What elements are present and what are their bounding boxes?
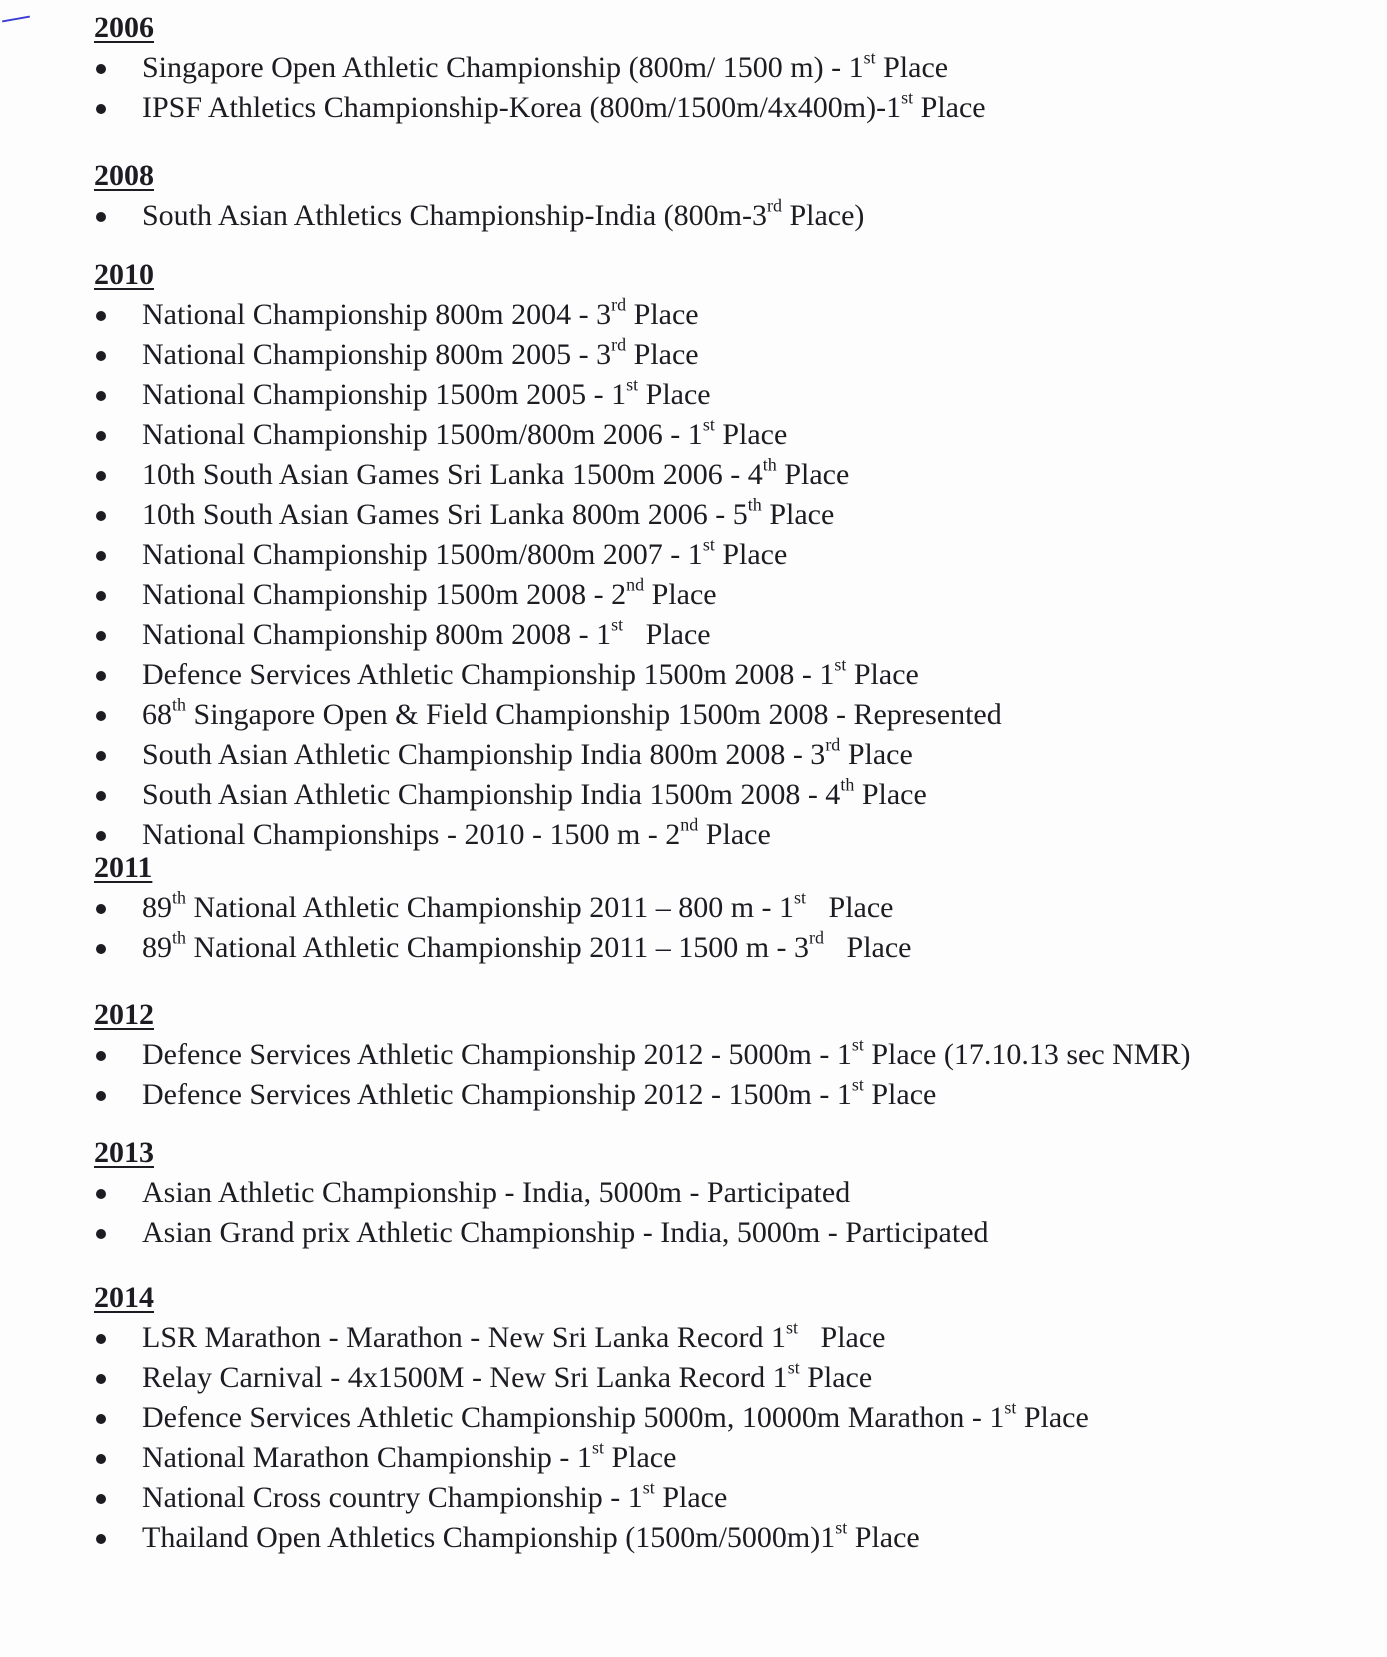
year-section xyxy=(94,1280,1354,1558)
achievement-text: National Championship 1500m 2008 - 2 xyxy=(142,578,627,611)
achievement-text: Asian Athletic Championship - India, 5000m - Participated xyxy=(142,1176,851,1209)
achievement-item xyxy=(94,695,1354,735)
ordinal-suffix: st xyxy=(786,1317,799,1338)
year-heading: 2008 xyxy=(94,159,154,192)
achievement-item xyxy=(94,495,1354,535)
achievement-text: Relay Carnival - 4x1500M - New Sri Lanka Record 1 xyxy=(142,1361,788,1394)
achievement-text: 89 xyxy=(142,891,172,924)
achievement-text: 10th South Asian Games Sri Lanka 1500m 2006 - 4 xyxy=(142,458,763,491)
ordinal-suffix: st xyxy=(642,1477,655,1498)
achievement-item xyxy=(94,1518,1354,1558)
achievement-item xyxy=(94,455,1354,495)
achievement-item xyxy=(94,1173,1354,1213)
achievement-text: Place (17.10.13 sec NMR) xyxy=(863,1038,1191,1071)
achievement-list xyxy=(94,888,1354,968)
achievement-item xyxy=(94,815,1354,855)
ordinal-suffix: st xyxy=(702,414,715,435)
achievement-item xyxy=(94,735,1354,775)
bullet-icon xyxy=(96,1334,106,1344)
achievement-list xyxy=(94,196,1354,236)
year-section xyxy=(94,10,1354,128)
year-heading: 2010 xyxy=(94,258,154,291)
achievement-list xyxy=(94,1318,1354,1558)
year-section xyxy=(94,257,1354,855)
achievement-text: National Championship 800m 2005 - 3 xyxy=(142,338,612,371)
achievement-text: South Asian Athletic Championship India 1500m 2008 - 4 xyxy=(142,778,841,811)
achievement-text: Place xyxy=(623,618,711,651)
achievement-item xyxy=(94,535,1354,575)
bullet-icon xyxy=(96,1374,106,1384)
achievement-text: LSR Marathon - Marathon - New Sri Lanka Record 1 xyxy=(142,1321,787,1354)
achievement-text: Place xyxy=(840,738,913,771)
achievement-text: Place xyxy=(714,418,788,451)
achievement-item xyxy=(94,928,1354,968)
year-section xyxy=(94,158,1354,236)
ordinal-suffix: st xyxy=(835,1517,848,1538)
bullet-icon xyxy=(96,1414,106,1424)
achievement-text: Defence Services Athletic Championship 2012 - 5000m - 1 xyxy=(142,1038,852,1071)
bullet-icon xyxy=(96,351,106,361)
achievement-text: National Championship 800m 2004 - 3 xyxy=(142,298,612,331)
achievement-text: National Marathon Championship - 1 xyxy=(142,1441,592,1474)
achievement-text: National Championship 1500m/800m 2007 - 1 xyxy=(142,538,703,571)
achievement-list xyxy=(94,1035,1354,1115)
achievement-text: South Asian Athletics Championship-India (800m-3 xyxy=(142,199,767,232)
bullet-icon xyxy=(96,471,106,481)
pen-mark xyxy=(2,16,30,23)
achievement-text: Place xyxy=(847,1521,920,1554)
achievement-text: Defence Services Athletic Championship 2012 - 1500m - 1 xyxy=(142,1078,852,1111)
year-heading: 2012 xyxy=(94,998,154,1031)
achievement-text: 89 xyxy=(142,931,172,964)
achievement-text: Place xyxy=(846,658,919,691)
ordinal-suffix: rd xyxy=(766,195,782,216)
achievement-text: Place xyxy=(654,1481,728,1514)
bullet-icon xyxy=(96,1534,106,1544)
achievement-text: National Athletic Championship 2011 – 800 m - 1 xyxy=(186,891,795,924)
achievement-text: Place xyxy=(798,1321,886,1354)
ordinal-suffix: nd xyxy=(680,814,699,835)
achievement-item xyxy=(94,775,1354,815)
bullet-icon xyxy=(96,1051,106,1061)
ordinal-suffix: st xyxy=(702,534,715,555)
ordinal-suffix: st xyxy=(626,374,639,395)
ordinal-suffix: th xyxy=(172,927,187,948)
ordinal-suffix: st xyxy=(1004,1397,1017,1418)
achievement-text: Place xyxy=(799,1361,873,1394)
bullet-icon xyxy=(96,104,106,114)
year-section xyxy=(94,850,1354,968)
achievement-item xyxy=(94,375,1354,415)
achievement-item xyxy=(94,295,1354,335)
achievement-item xyxy=(94,1438,1354,1478)
achievement-text: Place xyxy=(776,458,850,491)
achievement-list xyxy=(94,1173,1354,1253)
achievement-text: Defence Services Athletic Championship 5000m, 10000m Marathon - 1 xyxy=(142,1401,1005,1434)
ordinal-suffix: st xyxy=(787,1357,800,1378)
achievement-text: Place xyxy=(761,498,835,531)
ordinal-suffix: st xyxy=(901,87,914,108)
ordinal-suffix: rd xyxy=(809,927,825,948)
bullet-icon xyxy=(96,751,106,761)
achievement-text: Place xyxy=(603,1441,677,1474)
achievement-item xyxy=(94,335,1354,375)
bullet-icon xyxy=(96,1091,106,1101)
achievement-item xyxy=(94,888,1354,928)
ordinal-suffix: th xyxy=(172,887,187,908)
achievement-text: 68 xyxy=(142,698,172,731)
year-heading: 2014 xyxy=(94,1281,154,1314)
achievement-list xyxy=(94,48,1354,128)
achievement-text: Place xyxy=(638,378,711,411)
ordinal-suffix: st xyxy=(834,654,847,675)
ordinal-suffix: st xyxy=(851,1034,864,1055)
achievement-text: Place xyxy=(626,298,699,331)
achievement-text: Singapore Open & Field Championship 1500m 2008 - Represented xyxy=(186,698,1002,731)
achievement-text: Place xyxy=(1016,1401,1089,1434)
achievement-text: South Asian Athletic Championship India 800m 2008 - 3 xyxy=(142,738,826,771)
achievement-text: Singapore Open Athletic Championship (800m/ 1500 m) - 1 xyxy=(142,51,864,84)
ordinal-suffix: rd xyxy=(611,334,627,355)
achievement-text: Place xyxy=(626,338,699,371)
ordinal-suffix: st xyxy=(851,1074,864,1095)
achievement-item xyxy=(94,1358,1354,1398)
bullet-icon xyxy=(96,431,106,441)
ordinal-suffix: nd xyxy=(626,574,645,595)
bullet-icon xyxy=(96,311,106,321)
achievement-text: Place xyxy=(806,891,894,924)
achievement-text: National Championship 1500m 2005 - 1 xyxy=(142,378,627,411)
ordinal-suffix: th xyxy=(762,454,777,475)
achievement-text: Place xyxy=(824,931,912,964)
bullet-icon xyxy=(96,1494,106,1504)
bullet-icon xyxy=(96,551,106,561)
achievement-text: 10th South Asian Games Sri Lanka 800m 2006 - 5 xyxy=(142,498,748,531)
achievement-text: Place xyxy=(698,818,771,851)
ordinal-suffix: st xyxy=(863,47,876,68)
ordinal-suffix: rd xyxy=(611,294,627,315)
achievement-text: Asian Grand prix Athletic Championship - India, 5000m - Participated xyxy=(142,1216,989,1249)
bullet-icon xyxy=(96,711,106,721)
achievement-item xyxy=(94,1075,1354,1115)
bullet-icon xyxy=(96,64,106,74)
year-heading: 2011 xyxy=(94,851,153,884)
bullet-icon xyxy=(96,944,106,954)
year-section xyxy=(94,997,1354,1115)
achievement-list xyxy=(94,295,1354,855)
bullet-icon xyxy=(96,671,106,681)
bullet-icon xyxy=(96,391,106,401)
bullet-icon xyxy=(96,904,106,914)
achievement-text: Place) xyxy=(781,199,865,232)
achievement-text: Thailand Open Athletics Championship (1500m/5000m)1 xyxy=(142,1521,836,1554)
achievement-item xyxy=(94,575,1354,615)
achievement-text: Defence Services Athletic Championship 1500m 2008 - 1 xyxy=(142,658,835,691)
bullet-icon xyxy=(96,831,106,841)
ordinal-suffix: st xyxy=(794,887,807,908)
ordinal-suffix: rd xyxy=(825,734,841,755)
bullet-icon xyxy=(96,791,106,801)
achievement-text: National Championship 1500m/800m 2006 - 1 xyxy=(142,418,703,451)
achievement-item xyxy=(94,1318,1354,1358)
achievement-item xyxy=(94,88,1354,128)
achievement-item xyxy=(94,1478,1354,1518)
achievement-text: Place xyxy=(714,538,788,571)
achievement-text: National Championship 800m 2008 - 1 xyxy=(142,618,612,651)
bullet-icon xyxy=(96,1229,106,1239)
achievement-item xyxy=(94,48,1354,88)
achievement-item xyxy=(94,1398,1354,1438)
ordinal-suffix: th xyxy=(172,694,187,715)
achievement-text: Place xyxy=(913,91,986,124)
bullet-icon xyxy=(96,631,106,641)
year-heading: 2006 xyxy=(94,11,154,44)
year-heading: 2013 xyxy=(94,1136,154,1169)
bullet-icon xyxy=(96,1454,106,1464)
ordinal-suffix: st xyxy=(591,1437,604,1458)
achievement-text: National Cross country Championship - 1 xyxy=(142,1481,643,1514)
achievement-text: Place xyxy=(644,578,717,611)
achievement-item xyxy=(94,615,1354,655)
achievement-item xyxy=(94,415,1354,455)
achievement-text: Place xyxy=(854,778,927,811)
bullet-icon xyxy=(96,212,106,222)
bullet-icon xyxy=(96,591,106,601)
achievement-item xyxy=(94,1035,1354,1075)
achievement-text: IPSF Athletics Championship-Korea (800m/1500m/4x400m)-1 xyxy=(142,91,902,124)
achievement-item xyxy=(94,196,1354,236)
achievement-text: National Championships - 2010 - 1500 m - 2 xyxy=(142,818,681,851)
achievement-text: National Athletic Championship 2011 – 1500 m - 3 xyxy=(186,931,810,964)
ordinal-suffix: th xyxy=(747,494,762,515)
ordinal-suffix: th xyxy=(840,774,855,795)
achievement-text: Place xyxy=(863,1078,937,1111)
bullet-icon xyxy=(96,1189,106,1199)
bullet-icon xyxy=(96,511,106,521)
achievement-text: Place xyxy=(875,51,949,84)
year-section xyxy=(94,1135,1354,1253)
ordinal-suffix: st xyxy=(611,614,624,635)
achievement-item xyxy=(94,655,1354,695)
achievement-item xyxy=(94,1213,1354,1253)
